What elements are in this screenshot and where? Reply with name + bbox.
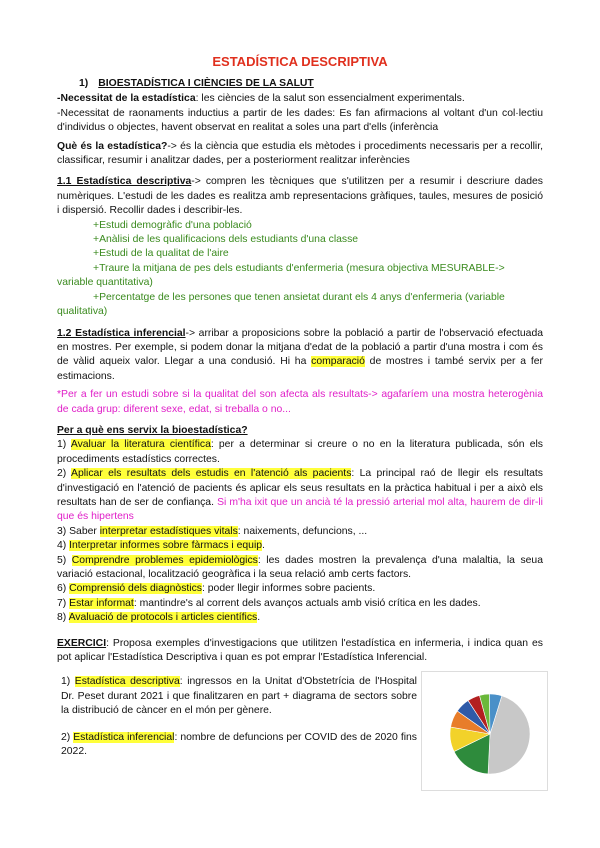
inferential-text-end: de mostres i també servix per a fer estimacions. bbox=[57, 356, 543, 382]
descriptive-heading: 1.1 Estadística descriptiva bbox=[57, 176, 192, 188]
example-item: +Anàlisi de les qualificacions dels estudiants d'una classe bbox=[93, 234, 359, 246]
page-title: ESTADÍSTICA DESCRIPTIVA bbox=[212, 54, 388, 69]
use-note: Si m'ha ixit que un ancià té la pressió arterial mol alta, haurem de dir-li que és hipertens bbox=[57, 496, 543, 523]
inferential-heading: 1.2 Estadística inferencial bbox=[57, 327, 186, 339]
what-text: -> és la ciència que estudia els mètodes i procediments necessaris per a recollir, classificar, resumir i analitzar dades, per a posteriorment realitzar inferències bbox=[57, 140, 543, 167]
paragraph-need-inductive: -Necessitat de raonaments inductius a partir de les dades: Es fan afirmacions al voltant d'un col·lectiu d'individus o objectes, havent observat en realitat a soles una part d'ells (inferència bbox=[57, 107, 543, 134]
answer-highlight: Estadística inferencial bbox=[73, 731, 175, 743]
exercise-label: EXERCICI bbox=[57, 637, 107, 649]
use-highlight: interpretar estadístiques vitals bbox=[99, 525, 238, 537]
section-number: 1) bbox=[79, 78, 89, 89]
paragraph-inferential bbox=[57, 327, 543, 385]
pie-chart bbox=[422, 672, 547, 790]
example-item: +Percentatge de les persones que tenen ansietat durant els 4 anys d'enfermeria (variable bbox=[93, 291, 505, 303]
answer-inferential: 2) Estadística inferencial: nombre de defuncions per COVID des de 2020 fins 2022. bbox=[61, 731, 417, 758]
use-item-1: 1) Avaluar la literatura científica: per a determinar si creure o no en la literatura publicada, són els procediments estadístics correctes. bbox=[57, 439, 543, 465]
use-highlight: Aplicar els resultats dels estudis en l'atenció als pacients bbox=[71, 468, 352, 480]
use-item-7: 7) Estar informat: mantindre's al corrent dels avanços actuals amb visió crítica en les dades. bbox=[57, 597, 481, 609]
answers-block bbox=[57, 675, 543, 759]
document-page bbox=[57, 54, 543, 759]
exercise-text: : Proposa exemples d'investigacions que utilitzen l'estadística en infermeria, i indica quan es pot aplicar l'Estadística Descriptiva i quan es pot emprar l'Estadística Inferencial. bbox=[57, 637, 543, 664]
use-item-3: 3) Saber interpretar estadístiques vitals: naixements, defuncions, ... bbox=[57, 525, 368, 537]
use-highlight: Comprendre problemes epidemiològics bbox=[71, 554, 258, 566]
uses-heading: Per a què ens servix la bioestadística? bbox=[57, 424, 248, 436]
paragraph-what bbox=[57, 140, 543, 169]
use-item-2: 2) Aplicar els resultats dels estudis en l'atenció als pacients: La principal raó de llegir els resultats d'investigació en l'atenció de pacients és aplicar els seus resultats en la pràctica habitual i per a això els resultats han de ser de confiança. Si m'ha ixit que un ancià té la pressió arterial mol alta, haurem de dir-li que és hipertens bbox=[57, 468, 543, 523]
inferential-text: -> arribar a proposicions sobre la població a partir de l'observació efectuada en mostres. Per exemple, si podem donar la mitjana d'edat de la població a partir d'una mostra i com és de vàlid aqueix valor. Llegar a una condusió. Hi ha bbox=[57, 327, 543, 368]
use-highlight: Comprensió dels diagnòstics bbox=[69, 583, 202, 595]
answer-highlight: Estadística descriptiva bbox=[74, 676, 180, 688]
example-item: +Estudi demogràfic d'una població bbox=[93, 219, 252, 231]
paragraph-descriptive bbox=[57, 175, 543, 218]
example-item: +Estudi de la qualitat de l'aire bbox=[93, 248, 229, 260]
need-text: : les ciències de la salut son essencialment experimentals. bbox=[195, 93, 465, 105]
use-item-5: 5) Comprendre problemes epidemiològics: les dades mostren la prevalença d'una malaltia, la seua variació estacional, localització geogràfica i la seua relació amb certs factors. bbox=[57, 554, 543, 580]
paragraph-need bbox=[57, 92, 543, 106]
example-item: +Traure la mitjana de pes dels estudiants d'enfermeria (mesura objectiva MESURABLE-> bbox=[93, 262, 505, 274]
use-highlight: Estar informat bbox=[69, 597, 134, 609]
highlight-comparacio: comparació bbox=[311, 356, 365, 368]
use-item-6: 6) Comprensió dels diagnòstics: poder llegir informes sobre pacients. bbox=[57, 583, 376, 595]
inferential-note: *Per a fer un estudi sobre si la qualitat del son afecta als resultats-> agafaríem una mostra heterogènia de cada grup: diferent sexe, edat, si treballa o no... bbox=[57, 389, 543, 415]
use-highlight: Interpretar informes sobre fàrmacs i equip bbox=[69, 540, 263, 552]
section-heading bbox=[79, 77, 543, 91]
example-item-cont: variable quantitativa) bbox=[57, 277, 153, 289]
section-title: BIOESTADÍSTICA I CIÈNCIES DE LA SALUT bbox=[98, 78, 314, 89]
use-item-8: 8) Avaluació de protocols i articles científics. bbox=[57, 612, 261, 624]
use-highlight: Avaluació de protocols i articles científics bbox=[68, 612, 258, 624]
need-label: -Necessitat de la estadística bbox=[57, 93, 196, 105]
example-item-cont: qualitativa) bbox=[57, 306, 108, 318]
what-label: Què és la estadística? bbox=[57, 140, 168, 152]
answer-descriptive: 1) Estadística descriptiva: ingressos en la Unitat d'Obstetrícia de l'Hospital Dr. Peset durant 2021 i que finalitzaren en part + diagrama de sectors sobre la distribució de càncer en el món per gènere. bbox=[61, 676, 417, 717]
pie-chart-thumbnail bbox=[421, 671, 548, 791]
descriptive-text: -> compren les tècniques que s'utilitzen per a resumir i descriure dades numèriques. L'estudi de les dades es realitza amb representacions gràfiques, taules, mesures de posició i dispersió. Recollir dades i describir-les. bbox=[57, 176, 543, 217]
use-highlight: Avaluar la literatura científica bbox=[70, 439, 211, 451]
exercise-paragraph bbox=[57, 637, 543, 666]
use-item-4: 4) Interpretar informes sobre fàrmacs i equip. bbox=[57, 540, 265, 552]
